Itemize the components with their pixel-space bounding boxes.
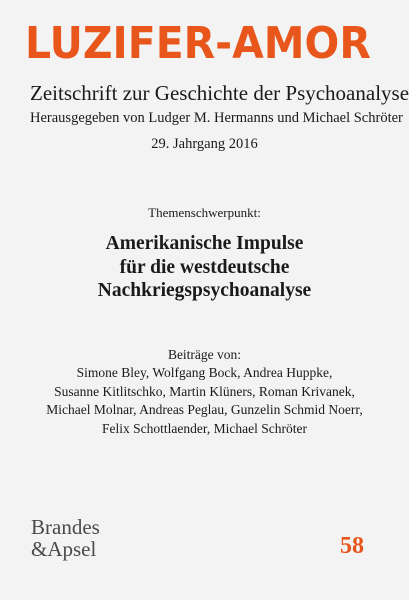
editors-line: Herausgegeben von Ludger M. Hermanns und Michael Schröter bbox=[30, 110, 403, 126]
publisher-name-line: &Apsel bbox=[31, 537, 97, 561]
contributors-line: Felix Schottlaender, Michael Schröter bbox=[102, 420, 307, 436]
issue-number: 58 bbox=[340, 533, 364, 559]
theme-title-line: für die westdeutsche bbox=[119, 256, 290, 278]
contributors-line: Simone Bley, Wolfgang Bock, Andrea Huppke, bbox=[76, 365, 333, 380]
theme-title-line: Nachkriegspsychoanalyse bbox=[97, 280, 312, 301]
publisher-logo bbox=[31, 516, 100, 560]
contributors-list bbox=[0, 364, 409, 438]
publisher-name-line: Brandes bbox=[31, 515, 100, 539]
contributions-label: Beiträge von: bbox=[167, 347, 242, 362]
journal-subtitle: Zeitschrift zur Geschichte der Psychoanalyse bbox=[30, 81, 409, 105]
journal-title: LUZIFER-AMOR bbox=[25, 18, 371, 69]
theme-title bbox=[0, 232, 409, 303]
theme-title-line: Amerikanische Impulse bbox=[105, 233, 304, 254]
contributors-line: Susanne Kitlitschko, Martin Klüners, Roman Krivanek, bbox=[54, 383, 355, 399]
theme-label: Themenschwerpunkt: bbox=[148, 205, 261, 220]
volume-year: 29. Jahrgang 2016 bbox=[151, 136, 258, 152]
contributors-line: Michael Molnar, Andreas Peglau, Gunzelin Schmid Noerr, bbox=[46, 402, 363, 417]
